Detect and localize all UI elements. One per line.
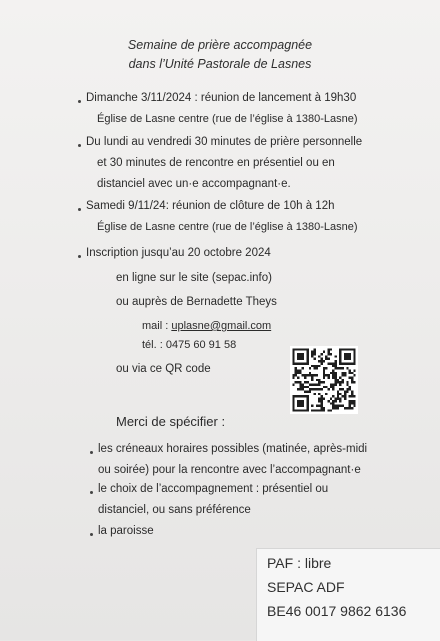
event-3-line1: Samedi 9/11/24: réunion de clôture de 10h à 12h — [86, 200, 335, 212]
event-1-line1: Dimanche 3/11/2024 : réunion de lancement à 19h30 — [86, 92, 357, 104]
event-2-line1: Du lundi au vendredi 30 minutes de prière personnelle — [86, 136, 363, 148]
bullet-dot — [78, 208, 81, 211]
specify-item2-line2: distanciel, ou sans préférence — [98, 504, 251, 516]
paf-box — [256, 548, 440, 641]
bullet-dot — [78, 255, 81, 258]
flyer-title-line2: dans l’Unité Pastorale de Lasnes — [128, 57, 312, 71]
inscription-headline: Inscription jusqu’au 20 octobre 2024 — [86, 247, 271, 259]
inscription-person: ou auprès de Bernadette Theys — [116, 296, 277, 308]
specify-item2-line1: le choix de l’accompagnement : présentiel ou — [98, 483, 329, 495]
bullet-dot — [90, 533, 93, 536]
event-2-line2: et 30 minutes de rencontre en présentiel ou en — [97, 157, 335, 169]
qr-text: ou via ce QR code — [116, 363, 211, 375]
paf-line2: SEPAC ADF — [267, 579, 345, 595]
bullet-dot — [78, 144, 81, 147]
paf-line3: BE46 0017 9862 6136 — [267, 603, 407, 619]
event-3-line2: Église de Lasne centre (rue de l’église à 1380-Lasne) — [97, 221, 358, 233]
mail-line — [142, 320, 271, 332]
paf-line1: PAF : libre — [267, 555, 332, 571]
flyer-title-line1: Semaine de prière accompagnée — [127, 38, 313, 52]
tel-line: tél. : 0475 60 91 58 — [142, 339, 237, 351]
event-1-line2: Église de Lasne centre (rue de l’église à 1380-Lasne) — [97, 113, 358, 125]
bullet-dot — [90, 451, 93, 454]
specify-item1-line1: les créneaux horaires possibles (matinée, après-midi — [98, 443, 368, 455]
specify-item1-line2: ou soirée) pour la rencontre avec l’accompagnant·e — [98, 464, 361, 476]
qr-code-icon[interactable] — [290, 346, 358, 414]
mail-link[interactable]: uplasne@gmail.com — [171, 320, 272, 332]
specify-item3: la paroisse — [98, 525, 154, 537]
mail-label: mail : — [142, 320, 169, 332]
bullet-dot — [78, 100, 81, 103]
bullet-dot — [90, 491, 93, 494]
inscription-online: en ligne sur le site (sepac.info) — [116, 272, 272, 284]
event-2-line3: distanciel avec un·e accompagnant·e. — [97, 178, 291, 190]
specify-heading: Merci de spécifier : — [116, 414, 226, 429]
